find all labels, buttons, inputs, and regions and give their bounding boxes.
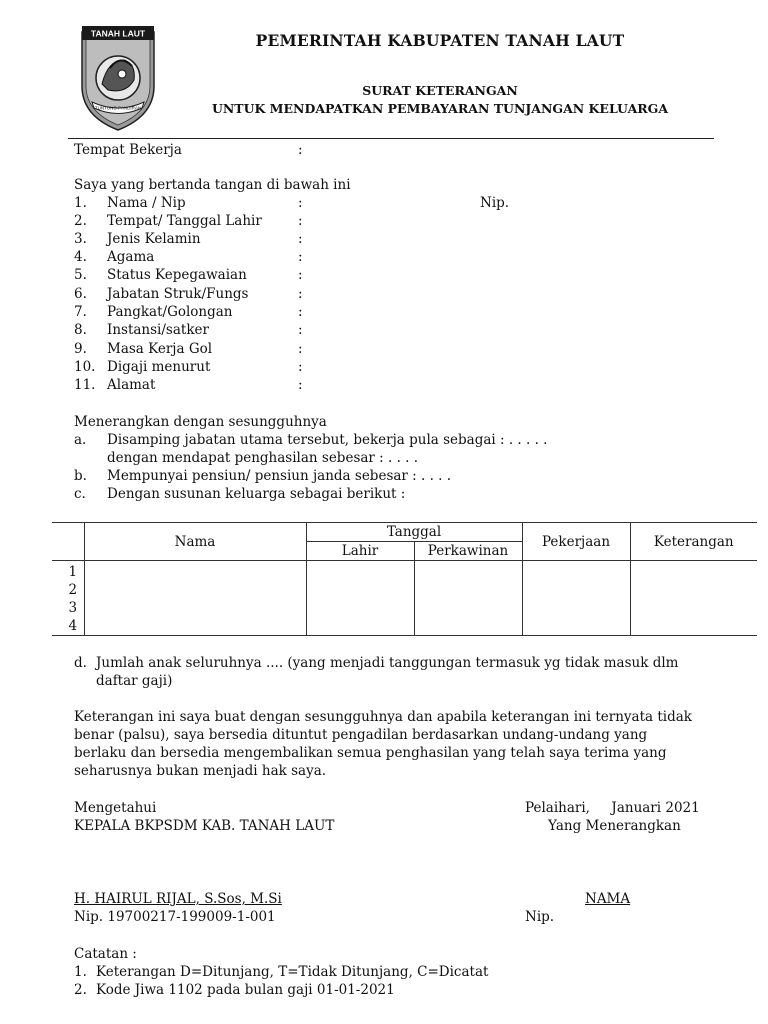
field-number: 1. [74, 195, 87, 211]
field-colon: : [298, 322, 303, 338]
cell-keterangan[interactable] [630, 561, 757, 636]
row-number: 4 [68, 618, 78, 634]
declare-text: dengan mendapat penghasilan sebesar : . . . . [107, 450, 419, 466]
field-colon: : [298, 249, 303, 265]
government-title: PEMERINTAH KABUPATEN TANAH LAUT [255, 31, 625, 50]
workplace-row [0, 141, 768, 159]
field-colon: : [298, 195, 303, 211]
declare-item [0, 431, 768, 449]
note-number: 2. [74, 982, 87, 998]
row-numbers [52, 561, 84, 636]
signature-left-title: KEPALA BKPSDM KAB. TANAH LAUT [74, 818, 335, 834]
field-colon: : [298, 304, 303, 320]
field-row [0, 230, 768, 248]
field-number: 2. [74, 213, 87, 229]
field-colon: : [298, 286, 303, 302]
field-number: 3. [74, 231, 87, 247]
item-d-text: Jumlah anak seluruhnya .... (yang menjadi tanggungan termasuk yg tidak masuk dlm [96, 655, 679, 671]
nip-label: Nip. [480, 195, 510, 211]
field-label: Instansi/satker [107, 322, 209, 338]
col-nama-header: Nama [84, 523, 306, 561]
note-item [0, 963, 768, 981]
field-label: Agama [107, 249, 155, 265]
logo-text: TANAH LAUT [90, 28, 146, 39]
field-row [0, 358, 768, 376]
row-number: 1 [68, 564, 78, 580]
workplace-colon: : [298, 142, 303, 158]
col-lahir-header: Lahir [306, 542, 414, 561]
field-row [0, 285, 768, 303]
field-label: Status Kepegawaian [107, 267, 247, 283]
field-colon: : [298, 377, 303, 393]
field-number: 5. [74, 267, 87, 283]
declare-number: b. [74, 468, 87, 484]
signature-left-name: H. HAIRUL RIJAL, S.Sos, M.Si [74, 891, 282, 907]
field-colon: : [298, 359, 303, 375]
signature-right-nip: Nip. [525, 909, 555, 925]
statement-line: benar (palsu), saya bersedia dituntut pengadilan berdasarkan undang-undang yang [74, 727, 648, 743]
declare-text: Mempunyai pensiun/ pensiun janda sebesar : . . . . [107, 468, 452, 484]
item-d-number: d. [74, 655, 87, 671]
cell-perkawinan[interactable] [414, 561, 522, 636]
field-label: Pangkat/Golongan [107, 304, 233, 320]
statement-line: berlaku dan bersedia mengembalikan semua penghasilan yang telah saya terima yang [74, 745, 667, 761]
col-pekerjaan-header: Pekerjaan [522, 523, 630, 561]
field-row [0, 376, 768, 394]
signature-place-date: Pelaihari, Januari 2021 [525, 800, 700, 816]
signature-left-heading: Mengetahui [74, 800, 157, 816]
cell-lahir[interactable] [306, 561, 414, 636]
declare-number: a. [74, 432, 87, 448]
field-label: Masa Kerja Gol [107, 341, 213, 357]
col-keterangan-header: Keterangan [630, 523, 757, 561]
document-title: SURAT KETERANGAN [362, 83, 518, 98]
item-d [0, 654, 768, 672]
cell-nama[interactable] [84, 561, 306, 636]
header-divider [68, 138, 714, 139]
field-label: Tempat/ Tanggal Lahir [107, 213, 262, 229]
field-row [0, 194, 768, 212]
col-tanggal-header: Tanggal [306, 523, 522, 542]
logo-motto: TUNTUNG PANDIRAN [94, 105, 142, 111]
cell-pekerjaan[interactable] [522, 561, 630, 636]
field-number: 4. [74, 249, 87, 265]
regency-emblem-logo [78, 24, 158, 132]
field-number: 10. [74, 359, 96, 375]
field-number: 6. [74, 286, 87, 302]
field-row [0, 212, 768, 230]
field-label: Digaji menurut [107, 359, 211, 375]
row-number: 2 [68, 582, 78, 598]
row-number: 3 [68, 600, 78, 616]
field-colon: : [298, 213, 303, 229]
declare-text: Disamping jabatan utama tersebut, bekerja pula sebagai : . . . . . [107, 432, 548, 448]
declares-heading: Menerangkan dengan sesungguhnya [74, 414, 327, 430]
field-label: Jenis Kelamin [107, 231, 201, 247]
declare-number: c. [74, 486, 86, 502]
declare-item [0, 485, 768, 503]
workplace-label: Tempat Bekerja [74, 142, 182, 158]
field-row [0, 321, 768, 339]
intro-text: Saya yang bertanda tangan di bawah ini [74, 177, 351, 193]
field-label: Nama / Nip [107, 195, 186, 211]
declare-item [0, 467, 768, 485]
signature-right-title: Yang Menerangkan [548, 818, 681, 834]
declare-item [0, 449, 768, 467]
field-number: 8. [74, 322, 87, 338]
row-number-header [52, 523, 84, 561]
family-table [52, 522, 757, 636]
col-perkawinan-header: Perkawinan [414, 542, 522, 561]
statement-line: Keterangan ini saya buat dengan sesungguhnya dan apabila keterangan ini ternyata tidak [74, 709, 692, 725]
note-item [0, 981, 768, 999]
note-text: Kode Jiwa 1102 pada bulan gaji 01-01-2021 [96, 982, 395, 998]
note-text: Keterangan D=Ditunjang, T=Tidak Ditunjang, C=Dicatat [96, 964, 489, 980]
field-row [0, 266, 768, 284]
field-colon: : [298, 231, 303, 247]
field-number: 7. [74, 304, 87, 320]
signature-left-nip: Nip. 19700217-199009-1-001 [74, 909, 276, 925]
field-number: 9. [74, 341, 87, 357]
statement-line: seharusnya bukan menjadi hak saya. [74, 763, 327, 779]
note-number: 1. [74, 964, 87, 980]
field-row [0, 340, 768, 358]
field-row [0, 303, 768, 321]
declare-text: Dengan susunan keluarga sebagai berikut : [107, 486, 406, 502]
signature-right-name: NAMA [585, 891, 631, 907]
field-row [0, 248, 768, 266]
field-label: Alamat [107, 377, 156, 393]
field-number: 11. [74, 377, 96, 393]
field-label: Jabatan Struk/Fungs [107, 286, 249, 302]
document-subtitle: UNTUK MENDAPATKAN PEMBAYARAN TUNJANGAN KELUARGA [211, 101, 669, 116]
field-colon: : [298, 341, 303, 357]
item-d-text-continued: daftar gaji) [96, 673, 173, 689]
field-colon: : [298, 267, 303, 283]
notes-heading: Catatan : [74, 946, 137, 962]
